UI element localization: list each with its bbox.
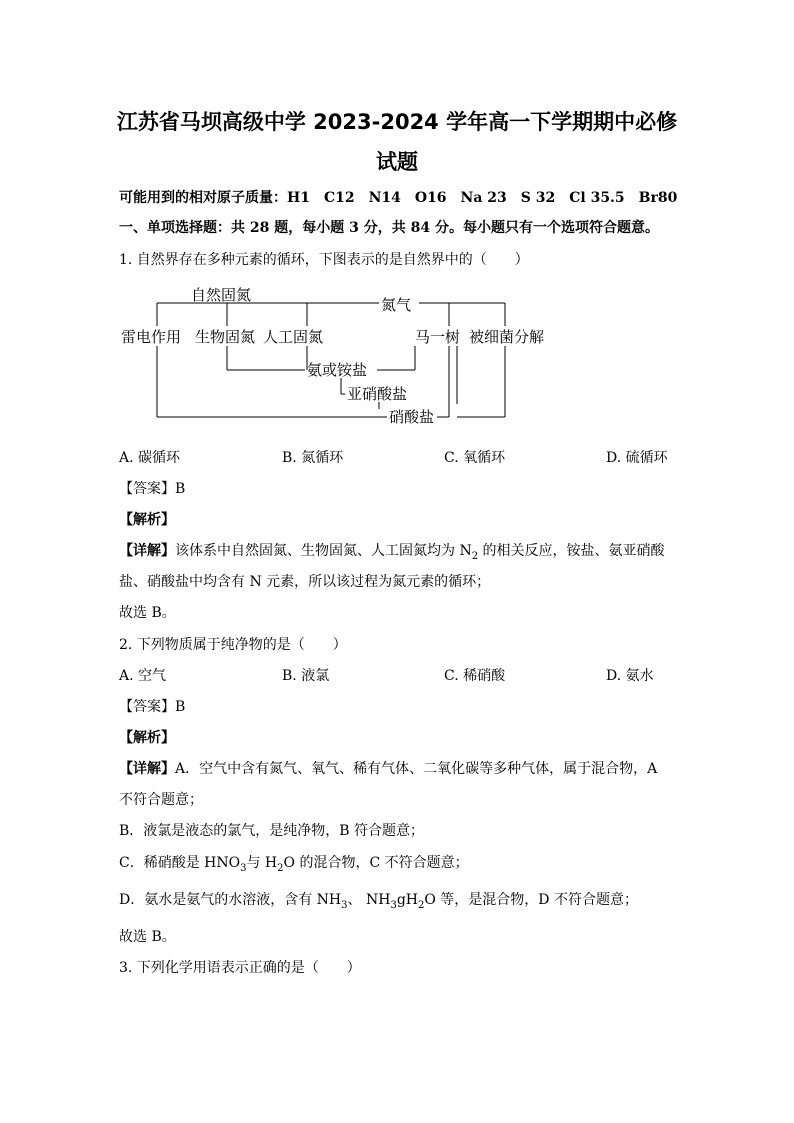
diagram-artificial-fixation: 人工固氮 (263, 328, 324, 346)
question-1-stem: 1. 自然界存在多种元素的循环，下图表示的是自然界中的（ ） (119, 252, 529, 268)
diagram-natural-fixation: 自然固氮 (191, 286, 252, 304)
q2-analysis: 【解析】 (119, 730, 175, 746)
q2-option-c: C. 稀硝酸 (444, 668, 506, 684)
q2-detail-b: B．液氯是液态的氯气，是纯净物，B 符合题意； (119, 823, 425, 839)
q2-detail-c: C．稀硝酸是 $HNO_3$与 $H_2O$ 的混合物，C 不符合题意； (119, 855, 469, 874)
q2-detail-a-line2: 不符合题意； (119, 792, 203, 808)
q2-option-a: A. 空气 (119, 668, 167, 684)
q2-option-d: D. 氨水 (606, 668, 654, 684)
atomic-masses: 可能用到的相对原子质量：H1 C12 N14 O16 Na 23 S 32 Cl 35.5 Br80 (119, 190, 678, 206)
q2-detail-d: D．氨水是氨气的水溶液，含有 $NH_3$、 $NH_3gH_2O$ 等，是混合物，D 不符合题意； (119, 892, 638, 911)
q2-detail-a-line1: 【详解】A．空气中含有氮气、氧气、稀有气体、二氧化碳等多种气体，属于混合物，A (119, 761, 658, 777)
diagram-bacteria: 被细菌分解 (469, 328, 545, 346)
diagram-ammonia: 氨或铵盐 (307, 361, 368, 379)
nitrogen-cycle-diagram (119, 282, 559, 427)
diagram-horse-tree: 马一树 (415, 328, 461, 346)
diagram-bio-fixation: 生物固氮 (195, 328, 256, 346)
page-title: 江苏省马坝高级中学 2023-2024 学年高一下学期期中必修 (116, 110, 678, 134)
q1-detail-line1: 【详解】该体系中自然固氮、生物固氮、人工固氮均为 $N_2$ 的相关反应，铵盐、氨亚硝酸 (119, 543, 665, 562)
question-2-stem: 2. 下列物质属于纯净物的是（ ） (119, 637, 347, 653)
q2-detail-label: 【详解】 (119, 761, 175, 777)
q1-option-c: C. 氧循环 (444, 450, 506, 466)
q2-answer: 【答案】B (119, 699, 186, 715)
diagram-lightning: 雷电作用 (121, 328, 182, 346)
question-3-stem: 3. 下列化学用语表示正确的是（ ） (119, 960, 361, 976)
q1-detail-line2: 盐、硝酸盐中均含有 N 元素，所以该过程为氮元素的循环； (119, 574, 491, 590)
diagram-nitrate: 硝酸盐 (389, 408, 435, 426)
page-title-line2: 试题 (376, 150, 418, 174)
q1-option-a: A. 碳循环 (119, 450, 181, 466)
q1-answer: 【答案】B (119, 481, 186, 497)
q2-option-b: B. 液氯 (282, 668, 330, 684)
q2-conclusion: 故选 B。 (119, 929, 176, 945)
diagram-nitrite: 亚硝酸盐 (347, 385, 408, 403)
diagram-nitrogen-gas: 氮气 (381, 296, 412, 314)
section-heading: 一、单项选择题：共 28 题，每小题 3 分，共 84 分。每小题只有一个选项符合题意。 (119, 220, 659, 236)
q1-detail-label: 【详解】 (119, 543, 175, 559)
q1-option-b: B. 氮循环 (282, 450, 344, 466)
q1-analysis: 【解析】 (119, 512, 175, 528)
q1-option-d: D. 硫循环 (606, 450, 668, 466)
q1-conclusion: 故选 B。 (119, 605, 176, 621)
